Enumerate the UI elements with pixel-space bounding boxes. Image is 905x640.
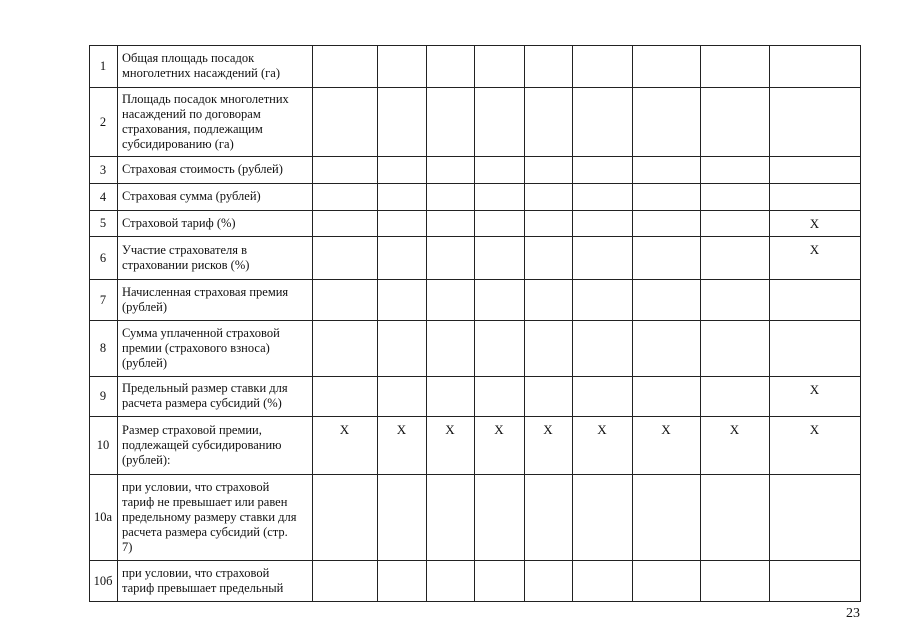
x-mark: X [809,422,820,437]
row-label: при условии, что страховой тариф превышает предельный [122,565,284,595]
x-mark: X [396,422,407,437]
x-mark: X [494,422,504,437]
x-mark: X [809,382,820,397]
row-number: 2 [99,114,107,129]
row-label: Размер страховой премии, подлежащей субсидированию (рублей): [122,422,282,467]
row-label: Страховая сумма (рублей) [122,189,261,203]
table-column-border [572,45,573,601]
table-row-border [89,601,861,602]
row-label: Участие страхователя в страховании рисков (%) [122,242,250,272]
row-label: Площадь посадок многолетних насаждений по договорам страхования, подлежащим субсидированию (га) [122,91,289,151]
row-number: 6 [99,250,107,265]
row-number: 10б [93,573,113,588]
row-number: 5 [99,216,107,230]
table-column-border [524,45,525,601]
page-number: 23 [846,606,860,621]
row-number: 10 [96,438,110,452]
row-label: Страховой тариф (%) [122,215,236,230]
x-mark: X [339,422,350,437]
row-label: при условии, что страховой тариф не превышает или равен предельному размеру ставки для расчета размера субсидий (стр. 7) [122,479,297,554]
x-mark: X [661,422,671,437]
table-column-border [769,45,770,601]
table-column-border [700,45,701,601]
x-mark: X [445,422,455,437]
row-label: Страховая стоимость (рублей) [122,162,283,176]
row-label: Сумма уплаченной страховой премии (страхового взноса) (рублей) [122,325,280,370]
row-number: 9 [99,389,107,403]
x-mark: X [597,422,607,437]
x-mark: X [809,216,820,231]
row-label: Предельный размер ставки для расчета размера субсидий (%) [122,381,288,410]
row-number: 10а [93,510,113,524]
x-mark: X [543,422,553,437]
row-number: 7 [99,292,107,307]
table-column-border [632,45,633,601]
row-number: 8 [99,341,107,355]
row-number: 1 [99,59,107,73]
row-number: 3 [99,162,107,177]
table-column-border [312,45,313,601]
table-column-border [377,45,378,601]
row-label: Начисленная страховая премия (рублей) [122,284,289,314]
x-mark: X [809,242,820,257]
row-label: Общая площадь посадок многолетних насаждений (га) [122,51,280,80]
table-column-border [860,45,861,601]
table-column-border [474,45,475,601]
x-mark: X [729,422,740,437]
table-column-border [426,45,427,601]
row-number: 4 [99,189,107,204]
